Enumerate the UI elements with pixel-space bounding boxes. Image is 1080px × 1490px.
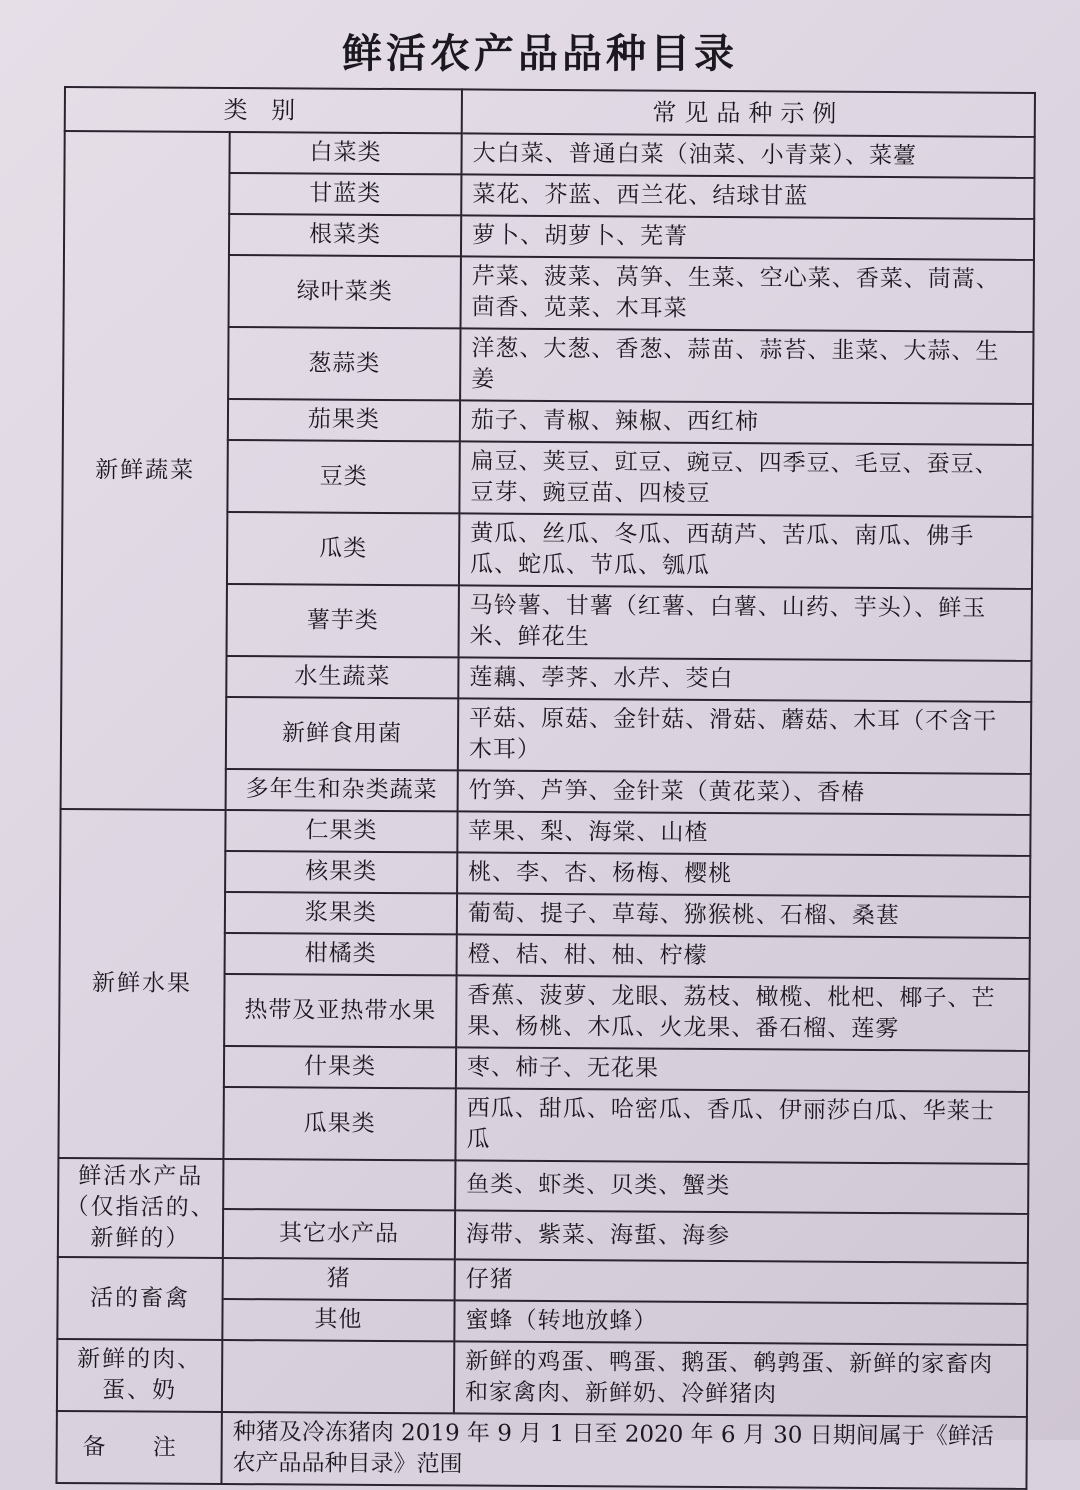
subcategory-cell: 核果类 [225,851,457,893]
subcategory-cell: 白菜类 [229,132,461,174]
examples-cell: 橙、桔、柑、柚、柠檬 [457,934,1030,978]
subcategory-cell [222,1340,454,1413]
examples-cell: 扁豆、荚豆、豇豆、豌豆、四季豆、毛豆、蚕豆、豆芽、豌豆苗、四棱豆 [459,441,1032,516]
table-row [58,1158,1028,1213]
subcategory-cell: 猪 [223,1258,455,1300]
subcategory-cell: 多年生和杂类蔬菜 [226,769,458,811]
examples-cell: 马铃薯、甘薯（红薯、白薯、山药、芋头）、鲜玉米、鲜花生 [459,585,1032,660]
category-cell: 新鲜蔬菜 [61,131,230,810]
category-cell: 鲜活水产品（仅指活的、新鲜的） [58,1158,224,1258]
examples-cell: 黄瓜、丝瓜、冬瓜、西葫芦、苦瓜、南瓜、佛手瓜、蛇瓜、节瓜、瓠瓜 [459,513,1032,588]
examples-cell: 新鲜的鸡蛋、鸭蛋、鹅蛋、鹌鹑蛋、新鲜的家畜肉和家禽肉、新鲜奶、冷鲜猪肉 [454,1341,1027,1416]
examples-cell: 竹笋、芦笋、金针菜（黄花菜）、香椿 [458,770,1031,814]
category-cell: 新鲜水果 [58,809,225,1159]
examples-cell: 苹果、梨、海棠、山楂 [457,811,1030,855]
subcategory-cell: 绿叶菜类 [229,255,461,328]
subcategory-cell: 豆类 [227,440,459,513]
examples-cell: 海带、紫菜、海蜇、海参 [455,1210,1028,1263]
category-cell: 活的畜禽 [57,1257,222,1340]
examples-cell: 葡萄、提子、草莓、猕猴桃、石榴、桑葚 [457,893,1030,937]
examples-cell: 蜜蜂（转地放蜂） [454,1300,1027,1344]
examples-cell: 菜花、芥蓝、西兰花、结球甘蓝 [461,174,1034,218]
examples-cell: 大白菜、普通白菜（油菜、小青菜）、菜薹 [461,133,1034,177]
note-row [56,1411,1026,1489]
table-body [57,131,1035,1417]
subcategory-cell: 葱蒜类 [228,327,460,400]
subcategory-cell: 甘蓝类 [229,173,461,215]
table-row [57,1339,1027,1417]
subcategory-cell: 仁果类 [225,810,457,852]
page-title: 鲜活农产品品种目录 [342,30,738,77]
subcategory-cell: 茄果类 [228,399,460,441]
examples-cell: 萝卜、胡萝卜、芜菁 [461,215,1034,259]
examples-cell: 莲藕、荸荠、水芹、茭白 [458,657,1031,701]
examples-cell: 香蕉、菠萝、龙眼、荔枝、橄榄、枇杷、椰子、芒果、杨桃、木瓜、火龙果、番石榴、莲雾 [456,975,1029,1050]
table-header-row [65,87,1035,137]
subcategory-cell: 瓜类 [227,512,459,585]
header-examples: 常见品种示例 [462,89,1035,136]
subcategory-cell: 新鲜食用菌 [226,697,458,770]
examples-cell: 洋葱、大葱、香葱、蒜苗、蒜苔、韭菜、大蒜、生姜 [460,328,1033,403]
table-row [58,1257,1028,1304]
table-row [64,131,1034,178]
header-category: 类 别 [65,87,462,133]
examples-cell: 鱼类、虾类、贝类、蟹类 [455,1160,1028,1213]
subcategory-cell: 什果类 [224,1046,456,1088]
subcategory-cell: 瓜果类 [223,1087,455,1160]
subcategory-cell: 浆果类 [225,892,457,934]
subcategory-cell: 水生蔬菜 [226,656,458,698]
subcategory-cell: 热带及亚热带水果 [224,974,456,1047]
note-text: 种猪及冷冻猪肉 2019 年 9 月 1 日至 2020 年 6 月 30 日期间属于《鲜活农产品品种目录》范围 [221,1412,1026,1489]
examples-cell: 桃、李、杏、杨梅、樱桃 [457,852,1030,896]
category-cell: 新鲜的肉、蛋、奶 [57,1339,222,1412]
examples-cell: 西瓜、甜瓜、哈密瓜、香瓜、伊丽莎白瓜、华莱士瓜 [455,1088,1028,1163]
subcategory-cell: 其他 [222,1299,454,1341]
examples-cell: 枣、柿子、无花果 [456,1047,1029,1091]
subcategory-cell: 根菜类 [229,214,461,256]
examples-cell: 仔猪 [455,1259,1028,1303]
subcategory-cell: 其它水产品 [223,1208,455,1259]
examples-cell: 茄子、青椒、辣椒、西红柿 [460,400,1033,444]
examples-cell: 芹菜、菠菜、莴笋、生菜、空心菜、香菜、茼蒿、茴香、苋菜、木耳菜 [461,256,1034,331]
table-row [60,809,1030,856]
subcategory-cell: 薯芋类 [227,584,459,657]
subcategory-cell: 柑橘类 [225,933,457,975]
note-label: 备 注 [56,1411,221,1484]
examples-cell: 平菇、原菇、金针菇、滑菇、蘑菇、木耳（不含干木耳） [458,698,1031,773]
subcategory-cell [223,1159,455,1210]
catalog-table [55,86,1036,1490]
